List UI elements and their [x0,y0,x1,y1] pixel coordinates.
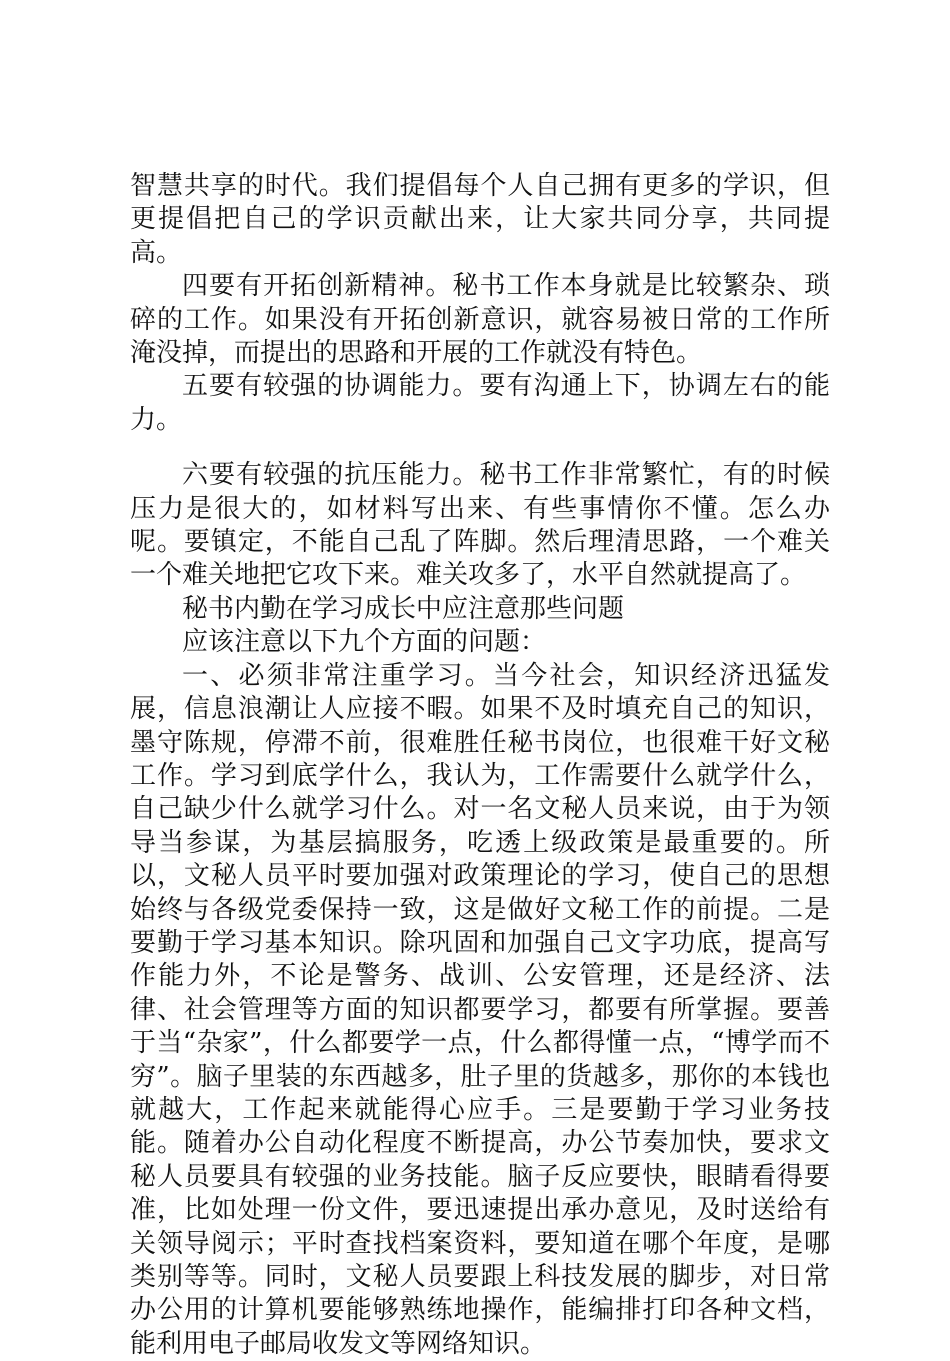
paragraph-intro: 应该注意以下九个方面的问题： [182,627,547,658]
paragraph-pressure: 六要有较强的抗压能力。秘书工作非常繁忙，有的时候压力是很大的，如材料写出来、有些事情你不懂。怎么办呢。要镇定，不能自己乱了阵脚。然后理清思路，一个难关一个难关地把它攻下来。难关攻多了，水平自然就提高了。 [130,460,830,591]
paragraph-innovation: 四要有开拓创新精神。秘书工作本身就是比较繁杂、琐碎的工作。如果没有开拓创新意识，就容易被日常的工作所淹没掉，而提出的思路和开展的工作就没有特色。 [130,271,830,369]
paragraph-learning: 一、必须非常注重学习。当今社会，知识经济迅猛发展，信息浪潮让人应接不暇。如果不及时填充自己的知识，墨守陈规，停滞不前，很难胜任秘书岗位，也很难干好文秘工作。学习到底学什么，我认为，工作需要什么就学什么，自己缺少什么就学习什么。对一名文秘人员来说，由于为领导当参谋，为基层搞服务，吃透上级政策是最重要的。所以，文秘人员平时要加强对政策理论的学习，使自己的思想始终与各级党委保持一致，这是做好文秘工作的前提。二是要勤于学习基本知识。除巩固和加强自己文字功底，提高写作能力外，不论是警务、战训、公安管理，还是经济、法律、社会管理等方面的知识都要学习，都要有所掌握。要善于当“杂家”，什么都要学一点，什么都得懂一点，“博学而不穷”。脑子里装的东西越多，肚子里的货越多，那你的本钱也就越大，工作起来就能得心应手。三是要勤于学习业务技能。随着办公自动化程度不断提高，办公节奏加快，要求文秘人员要具有较强的业务技能。脑子反应要快，眼睛看得要准，比如处理一份文件，要迅速提出承办意见，及时送给有关领导阅示；平时查找档案资料，要知道在哪个年度，是哪类别等等。同时，文秘人员要跟上科技发展的脚步，对日常办公用的计算机要能够熟练地操作，能编排打印各种文档，能利用电子邮局收发文等网络知识。 [130,660,830,1359]
section-heading: 秘书内勤在学习成长中应注意那些问题 [182,593,625,624]
paragraph-coordination: 五要有较强的协调能力。要有沟通上下，协调左右的能力。 [130,371,830,435]
paragraph-continuation: 智慧共享的时代。我们提倡每个人自己拥有更多的学识，但更提倡把自己的学识贡献出来，让大家共同分享，共同提高。 [130,171,830,268]
document-page [130,170,830,1361]
